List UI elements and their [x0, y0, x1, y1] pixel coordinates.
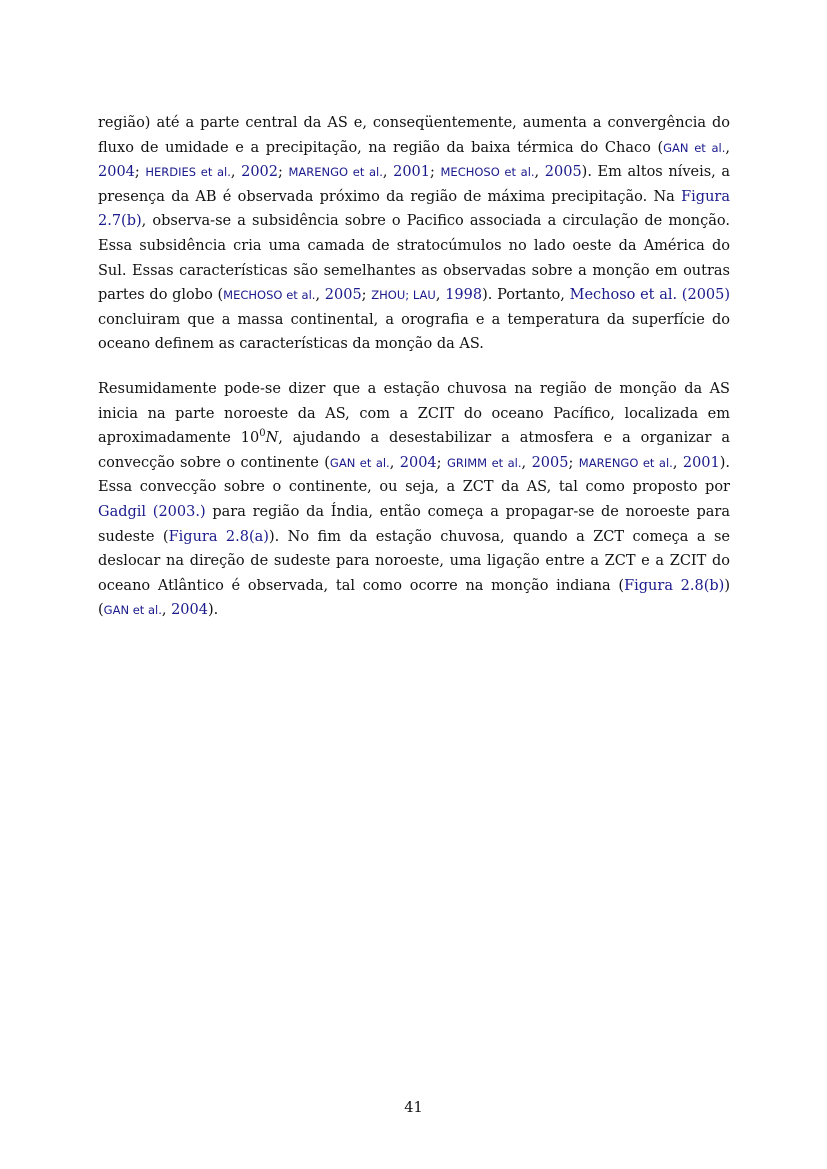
citation-link[interactable]: GRIMM et al. — [446, 455, 522, 470]
text-run: , — [725, 139, 730, 156]
text-run: , — [315, 287, 325, 304]
citation-year-link[interactable]: 2005 — [531, 454, 569, 471]
text-run: ; — [436, 454, 447, 471]
citation-year-link[interactable]: 2001 — [682, 454, 720, 471]
text-run: ; — [134, 164, 146, 181]
figure-link[interactable]: Figura 2.8(a) — [168, 528, 269, 545]
citation-link[interactable]: Mechoso et al. (2005) — [569, 287, 731, 304]
text-run: ). No fim da estação chuvosa, quando a ZCT começa a se deslocar na direção de sudeste para noroeste, uma ligação entre a ZCT e a ZCIT do oceano Atlântico é observada, tal como ocorre na monção indiana ( — [98, 528, 730, 594]
text-run: ; — [361, 287, 372, 304]
text-run: ). — [207, 602, 219, 619]
citation-year-link[interactable]: 2004 — [171, 602, 208, 619]
citation-year-link[interactable]: 2001 — [393, 164, 431, 181]
citation-link[interactable]: MARENGO et al. — [288, 165, 383, 180]
citation-year-link[interactable]: 1998 — [445, 287, 483, 304]
text-run: ) ( — [98, 577, 730, 619]
text-run: , — [161, 602, 172, 619]
math-variable: N — [265, 430, 279, 447]
text-run: ). Essa convecção sobre o continente, ou seja, a ZCT da AS, tal como proposto por — [98, 454, 731, 496]
text-run: , — [534, 164, 545, 181]
text-run: , — [521, 454, 532, 471]
text-run: , — [230, 164, 242, 181]
paragraph-2 — [98, 377, 730, 623]
text-run: , — [389, 454, 400, 471]
text-run: para região da Índia, então começa a propagar-se de noroeste para sudeste ( — [98, 503, 730, 545]
text-run: , — [382, 164, 394, 181]
text-run: ). Portanto, — [482, 287, 570, 304]
citation-year-link[interactable]: 2005 — [324, 287, 362, 304]
citation-year-link[interactable]: 2002 — [241, 164, 279, 181]
figure-link[interactable]: Figura 2.7(b) — [98, 188, 730, 230]
text-run: região) até a parte central da AS e, conseqüentemente, aumenta a convergência do fluxo de umidade e a precipitação, na região da baixa térmica do Chaco ( — [98, 115, 730, 156]
page-number: 41 — [404, 1100, 423, 1116]
citation-link[interactable]: MECHOSO et al. — [223, 288, 316, 303]
citation-year-link[interactable]: 2005 — [544, 164, 582, 181]
citation-link[interactable]: GAN et al. — [329, 455, 390, 470]
text-run: , — [672, 454, 683, 471]
citation-link[interactable]: GAN et al. — [103, 603, 162, 618]
citation-link[interactable]: MECHOSO et al. — [440, 165, 535, 180]
text-run: , — [435, 287, 446, 304]
citation-link[interactable]: MARENGO et al. — [578, 455, 673, 470]
text-run: ; — [278, 164, 289, 181]
text-run: ; — [568, 454, 579, 471]
citation-link[interactable]: ZHOU; LAU — [371, 288, 436, 303]
paragraph-1 — [98, 111, 730, 357]
citation-link[interactable]: GAN et al. — [663, 140, 726, 155]
citation-link[interactable]: Gadgil (2003.) — [98, 503, 206, 520]
figure-link[interactable]: Figura 2.8(b) — [624, 577, 725, 594]
superscript: 0 — [259, 428, 266, 440]
citation-year-link[interactable]: 2004 — [399, 454, 437, 471]
text-run: , ajudando a desestabilizar a atmosfera e a organizar a convecção sobre o continente ( — [98, 430, 730, 471]
text-run: Resumidamente pode-se dizer que a estação chuvosa na região de monção da AS inicia na parte noroeste da AS, com a ZCIT do oceano Pacífico, localizada em aproximadamente 10 — [98, 381, 730, 447]
citation-link[interactable]: HERDIES et al. — [145, 165, 231, 180]
citation-year-link[interactable]: 2004 — [98, 164, 135, 181]
text-run: ; — [430, 164, 441, 181]
text-run: , observa-se a subsidência sobre o Pacifico associada a circulação de monção. Essa subsidência cria uma camada de stratocúmulos no lado oeste da América do Sul. Essas características são semelhantes as observadas sobre a monção em outras partes do globo ( — [98, 213, 730, 304]
text-run: ). Em altos níveis, a presença da AB é observada próximo da região de máxima precipitação. Na — [98, 164, 731, 205]
text-run: concluiram que a massa continental, a orografia e a temperatura da superfície do oceano definem as características da monção da AS. — [98, 311, 730, 353]
